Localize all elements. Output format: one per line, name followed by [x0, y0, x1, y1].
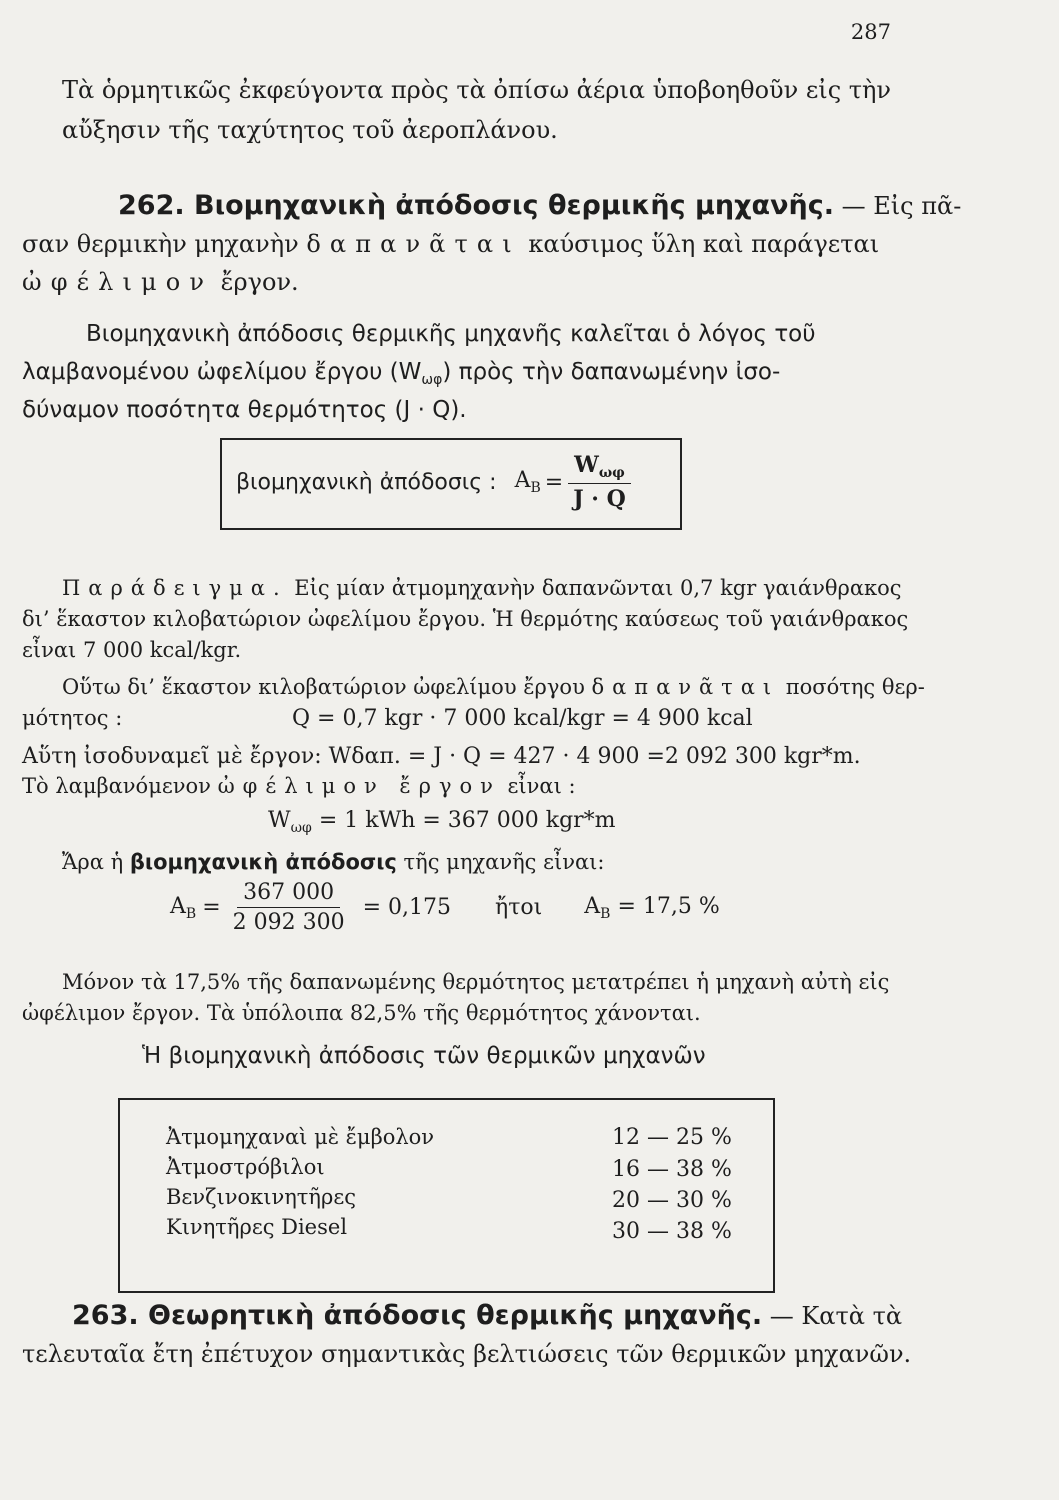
section-263-title-tail: — Κατὰ τὰ	[769, 1302, 903, 1330]
example-label: Παράδειγμα.	[62, 576, 288, 600]
formula: βιομηχανικὴ ἀπόδοσις : $A_B$ = $\frac{W_{\omega\varphi}}{J \cdot Q}$	[236, 452, 632, 512]
spaced-word: δαπανᾶται	[591, 675, 780, 699]
table-row-value: 30 — 38 %	[612, 1219, 732, 1244]
example-line-9: Μόνον τὰ 17,5% τῆς δαπανωμένης θερμότητος μετατρέπει ἡ μηχανὴ αὐτὴ εἰς	[62, 970, 890, 994]
text-span: λαμβανομένου ὠφελίμου ἔργου (W	[22, 359, 422, 385]
subscript: ωφ	[598, 465, 625, 481]
section-262-line-2	[22, 226, 879, 262]
subscript: B	[600, 905, 611, 922]
efficiency-result	[584, 894, 720, 922]
intro-line-2: αὔξησιν τῆς ταχύτητος τοῦ ἀεροπλάνου.	[62, 116, 558, 144]
example-line-3: εἶναι 7 000 kcal/kgr.	[22, 638, 242, 662]
subscript: B	[185, 905, 197, 922]
example-line-7	[22, 770, 576, 803]
text-span: καύσιμος ὕλη καὶ παράγεται	[520, 230, 880, 258]
text-span: Οὕτω δι’ ἕκαστον κιλοβατώριον ὠφελίμου ἔργου	[62, 675, 592, 699]
bold-term: βιομηχανικὴ ἀπόδοσις	[129, 850, 397, 874]
example-line-10: ὠφέλιμον ἔργον. Τὰ ὑπόλοιπα 82,5% τῆς θερμότητος χάνονται.	[22, 1001, 701, 1025]
example-line-4	[62, 671, 925, 704]
example-line-5: μότητος :	[22, 706, 123, 730]
text-span: Εἰς μίαν ἀτμομηχανὴν δαπανῶνται 0,7 kgr γαιάνθρακος	[287, 576, 902, 600]
efficiency-conjunction: ἤτοι	[495, 895, 543, 920]
spaced-word: δαπανᾶται	[306, 230, 521, 258]
spaced-word: ὠφέλιμον ἔργον	[217, 774, 501, 798]
table-row-value: 20 — 30 %	[612, 1188, 732, 1213]
row-name: Ἀτμοστρόβιλοι	[166, 1155, 325, 1179]
efficiency-denominator: 2 092 300	[232, 910, 345, 935]
text-span: W	[574, 452, 599, 478]
text-span: ) πρὸς τὴν δαπανωμένην ἰσο-	[442, 359, 781, 385]
text-span: σαν θερμικὴν μηχανὴν	[22, 230, 307, 258]
efficiency-fraction	[227, 880, 351, 935]
row-name: Ἀτμομηχαναὶ μὲ ἔμβολον	[166, 1125, 435, 1149]
section-263-title: 263. Θεωρητικὴ ἀπόδοσις θερμικῆς μηχανῆς.	[72, 1300, 763, 1331]
example-line-2: δι’ ἕκαστον κιλοβατώριον ὠφελίμου ἔργου. Ἡ θερμότης καύσεως τοῦ γαιάνθρακος	[22, 607, 909, 631]
section-262-title: 262. Βιομηχανικὴ ἀπόδοσις θερμικῆς μηχανῆς.	[118, 190, 834, 221]
text-span: A	[170, 893, 186, 919]
example-line-8	[62, 846, 604, 879]
formula-denominator: J · Q	[573, 486, 626, 512]
text-span: W	[268, 808, 291, 833]
table-title: Ἡ βιομηχανικὴ ἀπόδοσις τῶν θερμικῶν μηχανῶν	[142, 1043, 706, 1069]
text-span: = 17,5 %	[617, 893, 720, 919]
text-span: A	[514, 468, 531, 493]
subscript: B	[530, 480, 541, 496]
subscript: ωφ	[421, 372, 443, 388]
efficiency-lhs	[170, 894, 196, 922]
section-262-heading-line	[118, 188, 961, 224]
efficiency-numerator: 367 000	[237, 880, 340, 908]
text-span: εἶναι :	[500, 774, 576, 798]
table-row-value: 16 — 38 %	[612, 1157, 732, 1182]
row-name: Κινητῆρες Diesel	[166, 1215, 348, 1239]
example-line-6: Αὕτη ἰσοδυναμεῖ μὲ ἔργον: Wδαπ. = J · Q = 427 · 4 900 =2 092 300 kgr*m.	[22, 744, 861, 769]
table-row-value: 12 — 25 %	[612, 1125, 732, 1150]
formula-label: βιομηχανικὴ ἀπόδοσις :	[236, 469, 497, 495]
efficiency-value: = 0,175	[362, 895, 452, 920]
row-name: Βενζινοκινητῆρες	[166, 1185, 356, 1209]
equation-heat: Q = 0,7 kgr · 7 000 kcal/kgr = 4 900 kcal	[292, 706, 753, 731]
spaced-word: ὠφέλιμον	[22, 268, 214, 296]
text-span: Τὸ λαμβανόμενον	[22, 774, 218, 798]
table-row	[166, 1151, 325, 1184]
table-row	[166, 1181, 356, 1214]
section-262-line-3	[22, 264, 299, 300]
example-line-1	[62, 572, 902, 605]
intro-line-1: Τὰ ὁρμητικῶς ἐκφεύγοντα πρὸς τὰ ὀπίσω ἀέρια ὑποβοηθοῦν εἰς τὴν	[62, 76, 892, 104]
page-number: 287	[850, 20, 891, 44]
text-span: τῆς μηχανῆς εἶναι:	[396, 850, 605, 874]
section-262-title-tail: — Εἰς πᾶ-	[841, 192, 962, 220]
subscript: ωφ	[290, 820, 312, 836]
section-263-heading-line	[72, 1298, 902, 1334]
equation-efficiency: $A_B$ = $\frac{367 000}{2 092 300}$ = 0,175 ἤτοι $A_B = 17,5$ %	[170, 880, 720, 935]
formula-lhs	[515, 468, 541, 496]
text-span: ἔργον.	[213, 268, 299, 296]
text-span: Ἄρα ἡ	[62, 850, 130, 874]
section-263-line-2: τελευταῖα ἔτη ἐπέτυχον σημαντικὰς βελτιώσεις τῶν θερμικῶν μηχανῶν.	[22, 1340, 912, 1368]
text-span: ποσότης θερ-	[779, 675, 925, 699]
table-row	[166, 1121, 434, 1154]
definition-line-3: δύναμον ποσότητα θερμότητος (J · Q).	[22, 397, 467, 423]
text-span: = 1 kWh = 367 000 kgr*m	[311, 808, 616, 833]
definition-line-1: Βιομηχανικὴ ἀπόδοσις θερμικῆς μηχανῆς καλεῖται ὁ λόγος τοῦ	[86, 321, 816, 347]
equation-work	[268, 804, 616, 845]
table-row	[166, 1211, 347, 1244]
formula-fraction	[567, 452, 632, 512]
formula-numerator	[568, 452, 631, 484]
text-span: A	[584, 893, 601, 919]
